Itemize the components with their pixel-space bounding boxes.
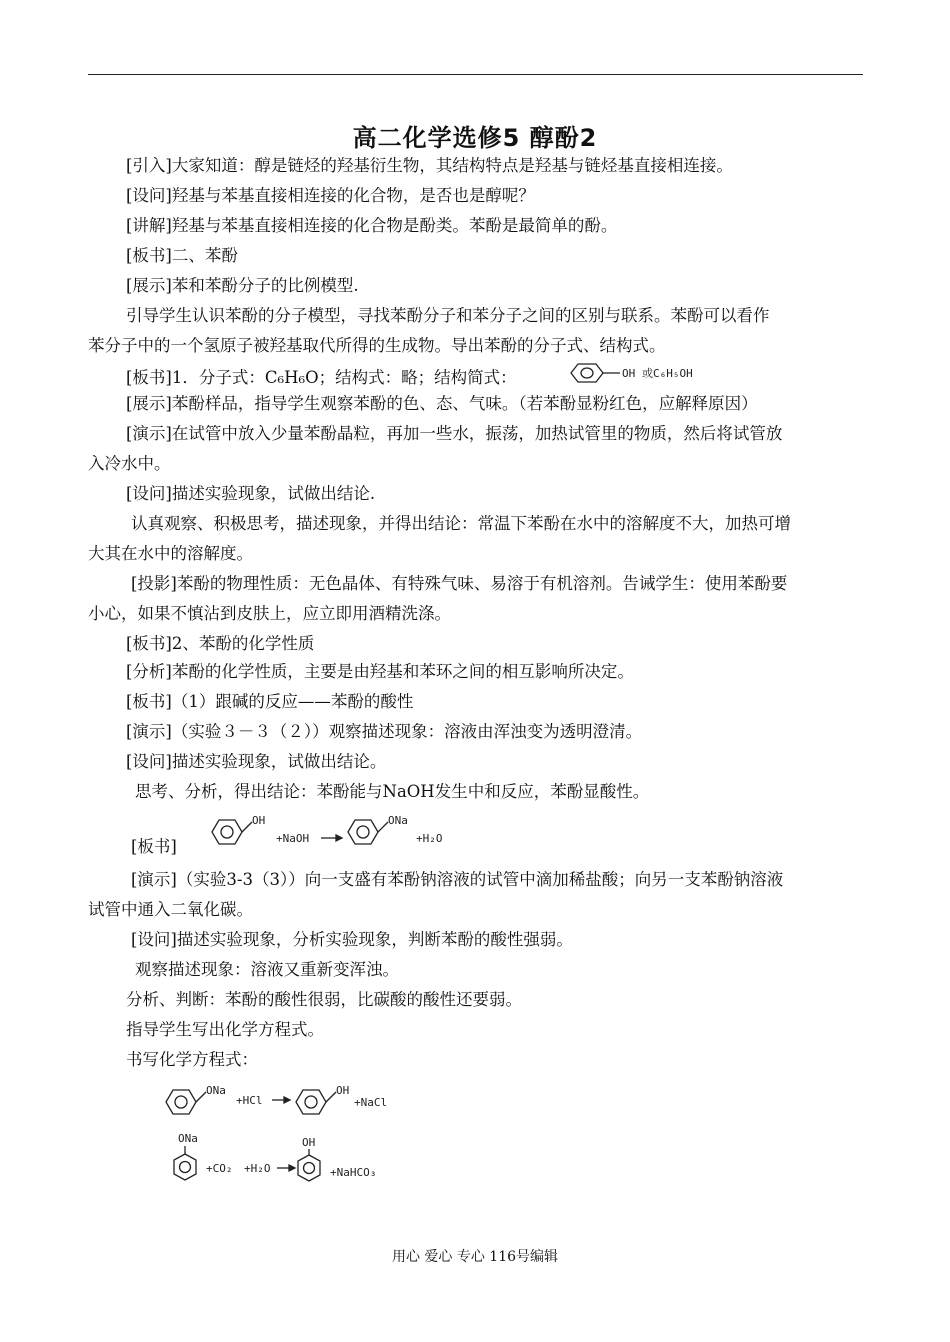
text-line: 试管中通入二氧化碳。 bbox=[88, 900, 253, 919]
text-line: [板书]1．分子式：C₆H₆O；结构式：略；结构简式： bbox=[126, 368, 517, 387]
text-line: [讲解]羟基与苯基直接相连接的化合物是酚类。苯酚是最简单的酚。 bbox=[126, 216, 618, 235]
formula-text: +H₂O bbox=[244, 1162, 271, 1175]
text-line: [演示]（实验3-3（3））向一支盛有苯酚钠溶液的试管中滴加稀盐酸；向另一支苯酚钠溶液 bbox=[131, 870, 784, 889]
text-line: [板书]二、苯酚 bbox=[126, 246, 238, 265]
page-footer: 用心 爱心 专心 116号编辑 bbox=[391, 1249, 559, 1265]
text-line: 观察描述现象：溶液又重新变浑浊。 bbox=[135, 960, 399, 979]
header-rule bbox=[88, 74, 863, 75]
formula-text: +HCl bbox=[236, 1094, 263, 1107]
formula-text: +CO₂ bbox=[206, 1162, 233, 1175]
formula-text: ONa bbox=[206, 1084, 226, 1097]
formula-text: +NaCl bbox=[354, 1096, 388, 1109]
phenol-structure-formula bbox=[566, 360, 736, 386]
text-line: 书写化学方程式： bbox=[126, 1050, 258, 1069]
text-line: [设问]描述实验现象，试做出结论。 bbox=[126, 752, 387, 771]
page-title: 高二化学选修5 醇酚2 bbox=[352, 124, 598, 152]
formula-text: ONa bbox=[178, 1132, 198, 1145]
text-line: 入冷水中。 bbox=[88, 454, 171, 473]
text-line: 大其在水中的溶解度。 bbox=[88, 544, 253, 563]
text-line: [投影]苯酚的物理性质：无色晶体、有特殊气味、易溶于有机溶剂。告诫学生：使用苯酚要 bbox=[131, 574, 788, 593]
text-line: 引导学生认识苯酚的分子模型，寻找苯酚分子和苯分子之间的区别与联系。苯酚可以看作 bbox=[126, 306, 770, 325]
formula-text: +NaHCO₃ bbox=[330, 1166, 377, 1179]
formula-text: ONa bbox=[388, 814, 408, 827]
text-line: 小心，如果不慎沾到皮肤上，应立即用酒精洗涤。 bbox=[88, 604, 451, 623]
text-line: [设问]羟基与苯基直接相连接的化合物，是否也是醇呢？ bbox=[126, 186, 535, 205]
formula-text: 或C₆H₅OH bbox=[642, 367, 693, 380]
text-line: 苯分子中的一个氢原子被羟基取代所得的生成物。导出苯酚的分子式、结构式。 bbox=[88, 336, 666, 355]
text-line: 认真观察、积极思考，描述现象，并得出结论：常温下苯酚在水中的溶解度不大，加热可增 bbox=[131, 514, 791, 533]
text-line: [引入]大家知道：醇是链烃的羟基衍生物，其结构特点是羟基与链烃基直接相连接。 bbox=[126, 156, 733, 175]
formula-text: +NaOH bbox=[276, 832, 310, 845]
phenoxide-co2-equation bbox=[164, 1130, 404, 1192]
formula-text: OH bbox=[252, 814, 266, 827]
text-line: [演示]（实验３－３（２））观察描述现象：溶液由浑浊变为透明澄清。 bbox=[126, 722, 643, 741]
text-line: [板书] bbox=[131, 837, 177, 856]
formula-text: +H₂O bbox=[416, 832, 443, 845]
text-line: 指导学生写出化学方程式。 bbox=[126, 1020, 324, 1039]
formula-text: OH bbox=[336, 1084, 350, 1097]
text-line: 分析、判断：苯酚的酸性很弱，比碳酸的酸性还要弱。 bbox=[126, 990, 522, 1009]
phenoxide-hcl-equation bbox=[162, 1082, 412, 1122]
text-line: [板书]2、苯酚的化学性质 bbox=[126, 634, 315, 653]
text-line: [演示]在试管中放入少量苯酚晶粒，再加一些水，振荡，加热试管里的物质，然后将试管放 bbox=[126, 424, 783, 443]
text-line: [板书]（1）跟碱的反应——苯酚的酸性 bbox=[126, 692, 414, 711]
text-line: [设问]描述实验现象，试做出结论. bbox=[126, 484, 376, 503]
text-line: 思考、分析，得出结论：苯酚能与NaOH发生中和反应，苯酚显酸性。 bbox=[135, 782, 650, 801]
text-line: [分析]苯酚的化学性质，主要是由羟基和苯环之间的相互影响所决定。 bbox=[126, 662, 634, 681]
formula-text: OH bbox=[302, 1136, 316, 1149]
text-line: [展示]苯酚样品，指导学生观察苯酚的色、态、气味。（若苯酚显粉红色，应解释原因） bbox=[126, 394, 758, 413]
formula-text: OH bbox=[622, 367, 636, 380]
text-line: [展示]苯和苯酚分子的比例模型. bbox=[126, 276, 359, 295]
text-line: [设问]描述实验现象，分析实验现象，判断苯酚的酸性强弱。 bbox=[131, 930, 573, 949]
